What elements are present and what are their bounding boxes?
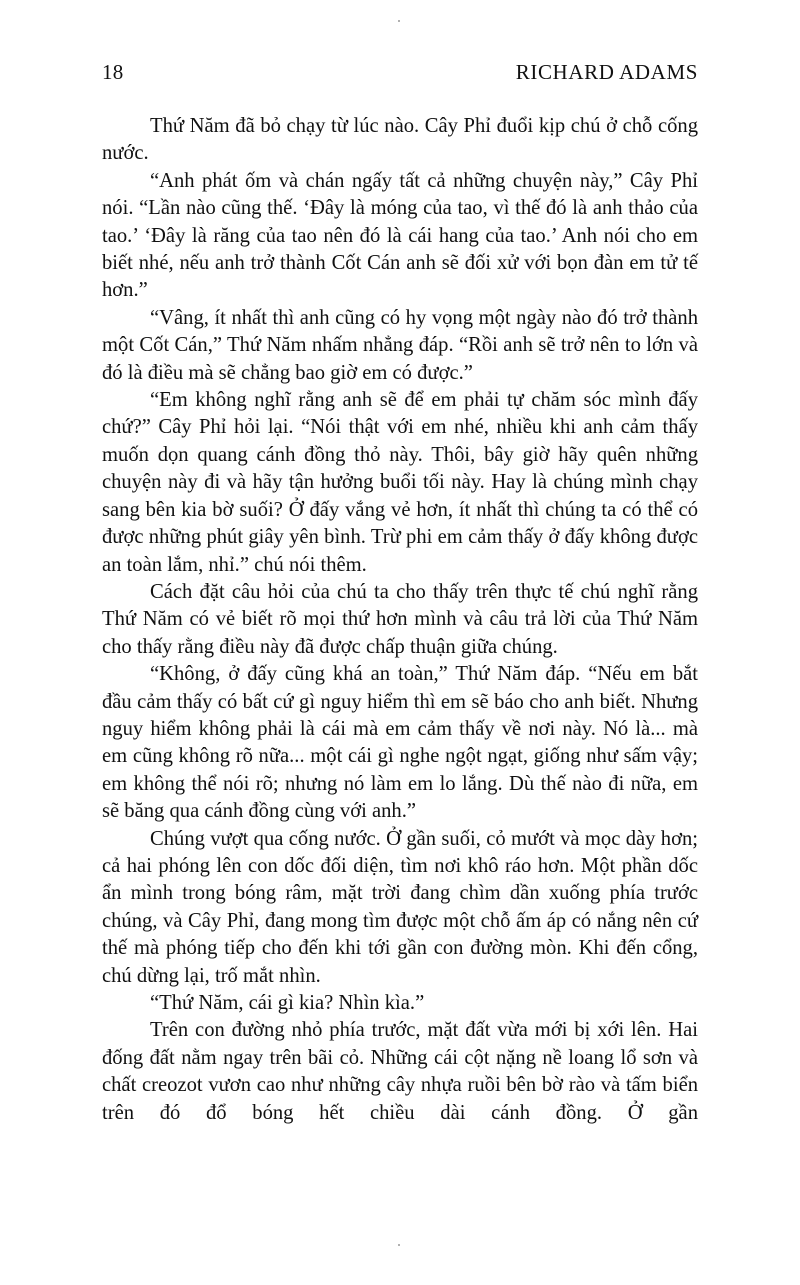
body-text <box>102 113 698 1127</box>
paragraph: “Anh phát ốm và chán ngấy tất cả những chuyện này,” Cây Phỉ nói. “Lần nào cũng thế. ‘Đây là móng của tao, vì thế đó là anh thảo của tao.’ ‘Đây là răng của tao nên đó là cái hang của tao.’ Anh nói cho em biết nhé, nếu anh trở thành Cốt Cán anh sẽ đối xử với bọn đàn em tử tế hơn.” <box>102 169 698 302</box>
paragraph: “Không, ở đấy cũng khá an toàn,” Thứ Năm đáp. “Nếu em bắt đầu cảm thấy có bất cứ gì nguy hiểm thì em sẽ báo cho anh biết. Nhưng nguy hiểm không phải là cái mà em cảm thấy về nơi này. Nó là... mà em cũng không rõ nữa... một cái gì nghe ngột ngạt, giống như sấm vậy; em không thể nói rõ; nhưng nó làm em lo lắng. Dù thế nào đi nữa, em sẽ băng qua cánh đồng cùng với anh.” <box>102 663 698 823</box>
running-head-author: RICHARD ADAMS <box>515 60 698 84</box>
paragraph: “Em không nghĩ rằng anh sẽ để em phải tự chăm sóc mình đấy chứ?” Cây Phỉ hỏi lại. “Nói thật với em nhé, nhiều khi anh cảm thấy muốn dọn quang cánh đồng thỏ này. Thôi, bây giờ hãy quên những chuyện này đi và hãy tận hưởng buổi tối này. Hay là chúng mình chạy sang bên kia bờ suối? Ở đấy vắng vẻ hơn, ít nhất thì chúng ta có thể có được những phút giây yên bình. Trừ phi em cảm thấy ở đấy không được an toàn lắm, nhỉ.” chú nói thêm. <box>102 389 698 576</box>
paragraph: Chúng vượt qua cống nước. Ở gần suối, cỏ mướt và mọc dày hơn; cả hai phóng lên con dốc đối diện, tìm nơi khô ráo hơn. Một phần dốc ẩn mình trong bóng râm, mặt trời đang chìm dần xuống phía trước chúng, và Cây Phỉ, đang mong tìm được một chỗ ấm áp có nắng nên cứ thế mà phóng tiếp cho đến khi tới gần con đường mòn. Khi đến cổng, chú dừng lại, trố mắt nhìn. <box>102 827 698 987</box>
page-header <box>102 60 698 90</box>
scan-speck <box>398 1244 400 1246</box>
scan-speck <box>398 20 400 22</box>
page-number: 18 <box>102 60 124 84</box>
paragraph: “Vâng, ít nhất thì anh cũng có hy vọng một ngày nào đó trở thành một Cốt Cán,” Thứ Năm nhấm nhẳng đáp. “Rồi anh sẽ trở nên to lớn và đó là điều mà sẽ chẳng bao giờ em có được.” <box>102 306 698 384</box>
paragraph: Thứ Năm đã bỏ chạy từ lúc nào. Cây Phỉ đuổi kịp chú ở chỗ cống nước. <box>102 115 698 165</box>
paragraph: “Thứ Năm, cái gì kia? Nhìn kìa.” <box>150 992 425 1014</box>
paragraph: Cách đặt câu hỏi của chú ta cho thấy trên thực tế chú nghĩ rằng Thứ Năm có vẻ biết rõ mọi thứ hơn mình và câu trả lời của Thứ Năm cho thấy rằng điều này đã được chấp thuận giữa chúng. <box>102 580 698 658</box>
paragraph-last-continues: Trên con đường nhỏ phía trước, mặt đất vừa mới bị xới lên. Hai đống đất nằm ngay trên bãi cỏ. Những cái cột nặng nề loang lổ sơn và chất creozot vươn cao như những cây nhựa ruồi bên bờ rào và tấm biển trên đó đổ bóng hết chiều dài cánh đồng. Ở gần <box>102 1019 698 1124</box>
